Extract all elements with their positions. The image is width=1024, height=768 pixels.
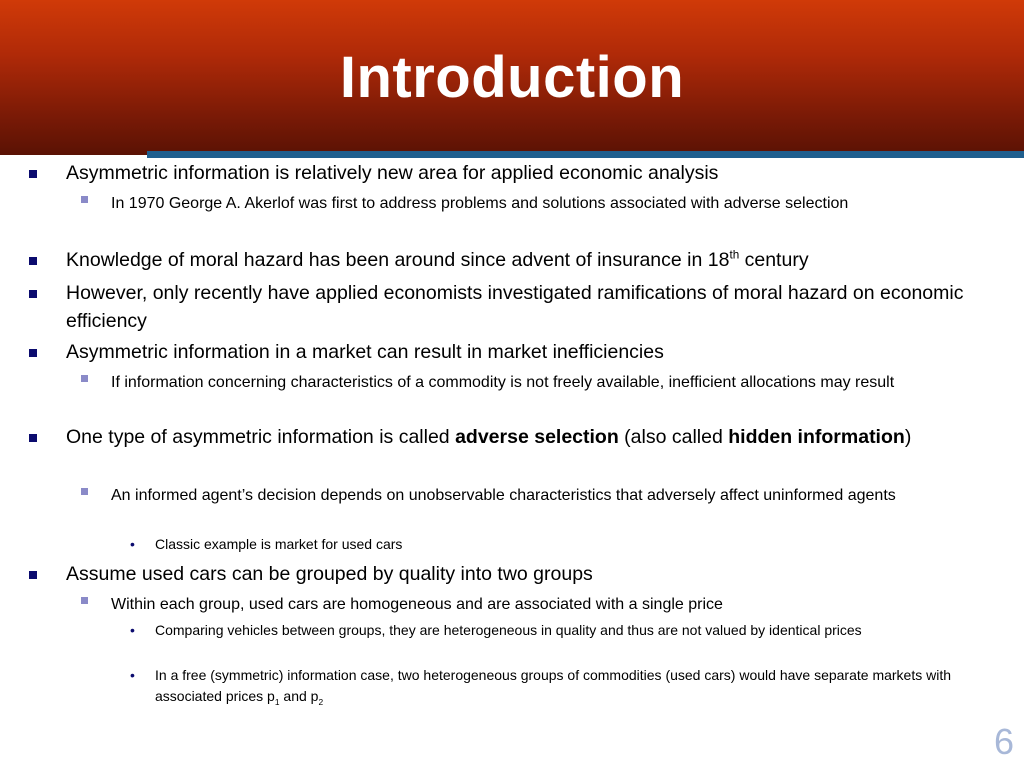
slide-title: Introduction	[339, 45, 685, 110]
bullet-text: Assume used cars can be grouped by quality into two groups	[66, 563, 593, 585]
square-bullet-icon	[81, 597, 88, 604]
dot-bullet-icon: •	[130, 536, 135, 552]
bullet-text: Knowledge of moral hazard has been around since advent of insurance in 18th century	[66, 248, 809, 271]
square-bullet-icon	[81, 488, 88, 495]
bullet-text: One type of asymmetric information is called adverse selection (also called hidden information)	[66, 426, 912, 448]
sub-sub-bullet-text: Comparing vehicles between groups, they are heterogeneous in quality and thus are not valued by identical prices	[155, 622, 862, 638]
square-bullet-icon	[29, 290, 37, 298]
sub-sub-bullet-text: Classic example is market for used cars	[155, 536, 403, 552]
square-bullet-icon	[29, 257, 37, 265]
title-banner	[0, 0, 1024, 155]
square-bullet-icon	[81, 196, 88, 203]
sub-bullet-text: If information concerning characteristics of a commodity is not freely available, inefficient allocations may result	[111, 374, 895, 391]
sub-bullet-text: An informed agent’s decision depends on unobservable characteristics that adversely affect uninformed agents	[111, 487, 896, 504]
square-bullet-icon	[29, 170, 37, 178]
dot-bullet-icon: •	[130, 622, 135, 638]
accent-bar	[147, 151, 1024, 158]
page-number: 6	[993, 721, 1014, 762]
sub-bullet-text: In 1970 George A. Akerlof was first to address problems and solutions associated with adverse selection	[111, 195, 849, 212]
square-bullet-icon	[29, 434, 37, 442]
dot-bullet-icon: •	[130, 667, 135, 683]
square-bullet-icon	[29, 349, 37, 357]
bullet-text: Asymmetric information in a market can result in market inefficiencies	[66, 341, 664, 363]
bullet-text: Asymmetric information is relatively new area for applied economic analysis	[66, 162, 719, 184]
sub-sub-bullet-text: In a free (symmetric) information case, two heterogeneous groups of commodities (used cars) would have separate markets with associated prices $p_1$ and $p_2$	[155, 667, 952, 707]
square-bullet-icon	[29, 571, 37, 579]
square-bullet-icon	[81, 375, 88, 382]
bullet-text: However, only recently have applied economists investigated ramifications of moral hazard on economic efficiency	[66, 282, 964, 332]
sub-bullet-text: Within each group, used cars are homogeneous and are associated with a single price	[111, 596, 723, 613]
